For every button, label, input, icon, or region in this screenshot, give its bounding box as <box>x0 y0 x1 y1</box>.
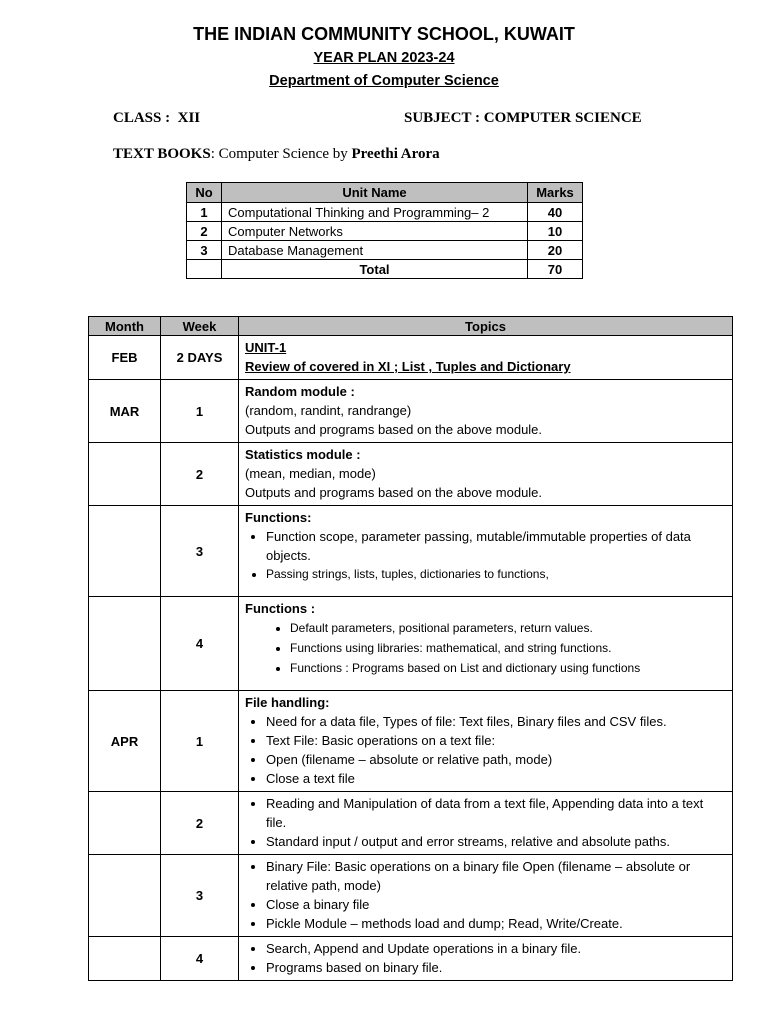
list-item: • Passing strings, lists, tuples, dictionaries to functions, <box>266 565 726 584</box>
units-table <box>186 182 583 279</box>
topic-heading: Functions: <box>245 510 312 525</box>
year-plan-table <box>88 316 733 981</box>
list-item: • Functions : Programs based on List and dictionary using functions <box>290 658 726 678</box>
plan-header-week: Week <box>161 317 239 336</box>
subject-label: SUBJECT : <box>404 110 480 126</box>
text-books-title: : Computer Science by <box>210 146 352 162</box>
month-cell <box>89 506 161 597</box>
unit-marks: 20 <box>528 241 583 260</box>
week-cell: 4 <box>161 937 239 981</box>
topics-cell <box>239 336 733 380</box>
class-value: XII <box>177 110 201 126</box>
department-title: Department of Computer Science <box>269 73 499 89</box>
topic-list <box>245 712 726 788</box>
table-row <box>89 792 733 855</box>
topic-heading: Functions : <box>245 601 316 616</box>
week-cell: 2 DAYS <box>161 336 239 380</box>
month-cell: APR <box>89 691 161 792</box>
week-cell: 1 <box>161 691 239 792</box>
list-item: • Standard input / output and error streams, relative and absolute paths. <box>266 832 726 851</box>
list-item: • Functions using libraries: mathematical, and string functions. <box>290 638 726 658</box>
topic-line: Outputs and programs based on the above module. <box>245 422 543 437</box>
list-item: • Binary File: Basic operations on a binary file Open (filename – absolute or relative path, mode) <box>266 857 726 895</box>
topics-cell <box>239 597 733 691</box>
unit-subtitle: Review of covered in XI ; List , Tuples and Dictionary <box>245 359 571 374</box>
topic-heading: File handling: <box>245 695 330 710</box>
subject-info <box>404 110 642 127</box>
table-row <box>89 691 733 792</box>
week-cell: 3 <box>161 855 239 937</box>
class-info <box>113 110 200 127</box>
text-books-label: TEXT BOOKS <box>113 146 211 162</box>
week-cell: 4 <box>161 597 239 691</box>
topics-cell <box>239 855 733 937</box>
subject-value: COMPUTER SCIENCE <box>483 110 642 126</box>
list-item: • Programs based on binary file. <box>266 958 726 977</box>
table-row <box>89 855 733 937</box>
month-cell: MAR <box>89 380 161 443</box>
month-cell: FEB <box>89 336 161 380</box>
topic-heading: Statistics module : <box>245 447 361 462</box>
topics-cell <box>239 937 733 981</box>
year-plan-title: YEAR PLAN 2023-24 <box>313 50 455 66</box>
unit-marks: 10 <box>528 222 583 241</box>
topics-cell <box>239 792 733 855</box>
topic-heading: Random module : <box>245 384 355 399</box>
topic-list <box>245 794 726 851</box>
list-item: • Close a binary file <box>266 895 726 914</box>
list-item: • Function scope, parameter passing, mutable/immutable properties of data objects. <box>266 527 726 565</box>
table-row <box>89 380 733 443</box>
class-label: CLASS : <box>113 110 171 126</box>
list-item: • Pickle Module – methods load and dump; Read, Write/Create. <box>266 914 726 933</box>
topics-cell <box>239 506 733 597</box>
table-row <box>187 241 583 260</box>
plan-header-topics: Topics <box>239 317 733 336</box>
topics-cell <box>239 443 733 506</box>
units-total-row <box>187 260 583 279</box>
unit-name: Database Management <box>222 241 528 260</box>
week-cell: 3 <box>161 506 239 597</box>
text-books-author: Preethi Arora <box>351 146 440 162</box>
list-item: • Reading and Manipulation of data from a text file, Appending data into a text file. <box>266 794 726 832</box>
month-cell <box>89 597 161 691</box>
units-header-marks: Marks <box>528 183 583 203</box>
total-marks: 70 <box>528 260 583 279</box>
topic-list <box>245 857 726 933</box>
units-header-row <box>187 183 583 203</box>
table-row <box>89 336 733 380</box>
list-item: • Text File: Basic operations on a text file: <box>266 731 726 750</box>
week-cell: 2 <box>161 443 239 506</box>
table-row <box>89 443 733 506</box>
list-item: • Close a text file <box>266 769 726 788</box>
month-cell <box>89 443 161 506</box>
topic-list <box>245 527 726 584</box>
unit-name: Computational Thinking and Programming– 2 <box>222 203 528 222</box>
topic-line: (mean, median, mode) <box>245 466 376 481</box>
table-row <box>89 506 733 597</box>
text-books-info <box>113 146 440 163</box>
table-row <box>89 937 733 981</box>
list-item: • Default parameters, positional parameters, return values. <box>290 618 726 638</box>
unit-marks: 40 <box>528 203 583 222</box>
unit-no: 2 <box>187 222 222 241</box>
total-label: Total <box>222 260 528 279</box>
list-item: • Search, Append and Update operations in a binary file. <box>266 939 726 958</box>
month-cell <box>89 792 161 855</box>
unit-no: 3 <box>187 241 222 260</box>
week-cell: 2 <box>161 792 239 855</box>
table-row <box>89 597 733 691</box>
table-row <box>187 222 583 241</box>
total-empty-cell <box>187 260 222 279</box>
topics-cell <box>239 380 733 443</box>
topic-line: Outputs and programs based on the above module. <box>245 485 543 500</box>
plan-header-row <box>89 317 733 336</box>
unit-title: UNIT-1 <box>245 340 287 355</box>
list-item: • Open (filename – absolute or relative path, mode) <box>266 750 726 769</box>
week-cell: 1 <box>161 380 239 443</box>
table-row <box>187 203 583 222</box>
topic-line: (random, randint, randrange) <box>245 403 412 418</box>
topics-cell <box>239 691 733 792</box>
unit-no: 1 <box>187 203 222 222</box>
units-header-no: No <box>187 183 222 203</box>
plan-header-month: Month <box>89 317 161 336</box>
topic-list <box>245 618 726 678</box>
month-cell <box>89 937 161 981</box>
school-title: THE INDIAN COMMUNITY SCHOOL, KUWAIT <box>193 24 575 44</box>
list-item: • Need for a data file, Types of file: Text files, Binary files and CSV files. <box>266 712 726 731</box>
units-header-name: Unit Name <box>222 183 528 203</box>
unit-name: Computer Networks <box>222 222 528 241</box>
month-cell <box>89 855 161 937</box>
topic-list <box>245 939 726 977</box>
